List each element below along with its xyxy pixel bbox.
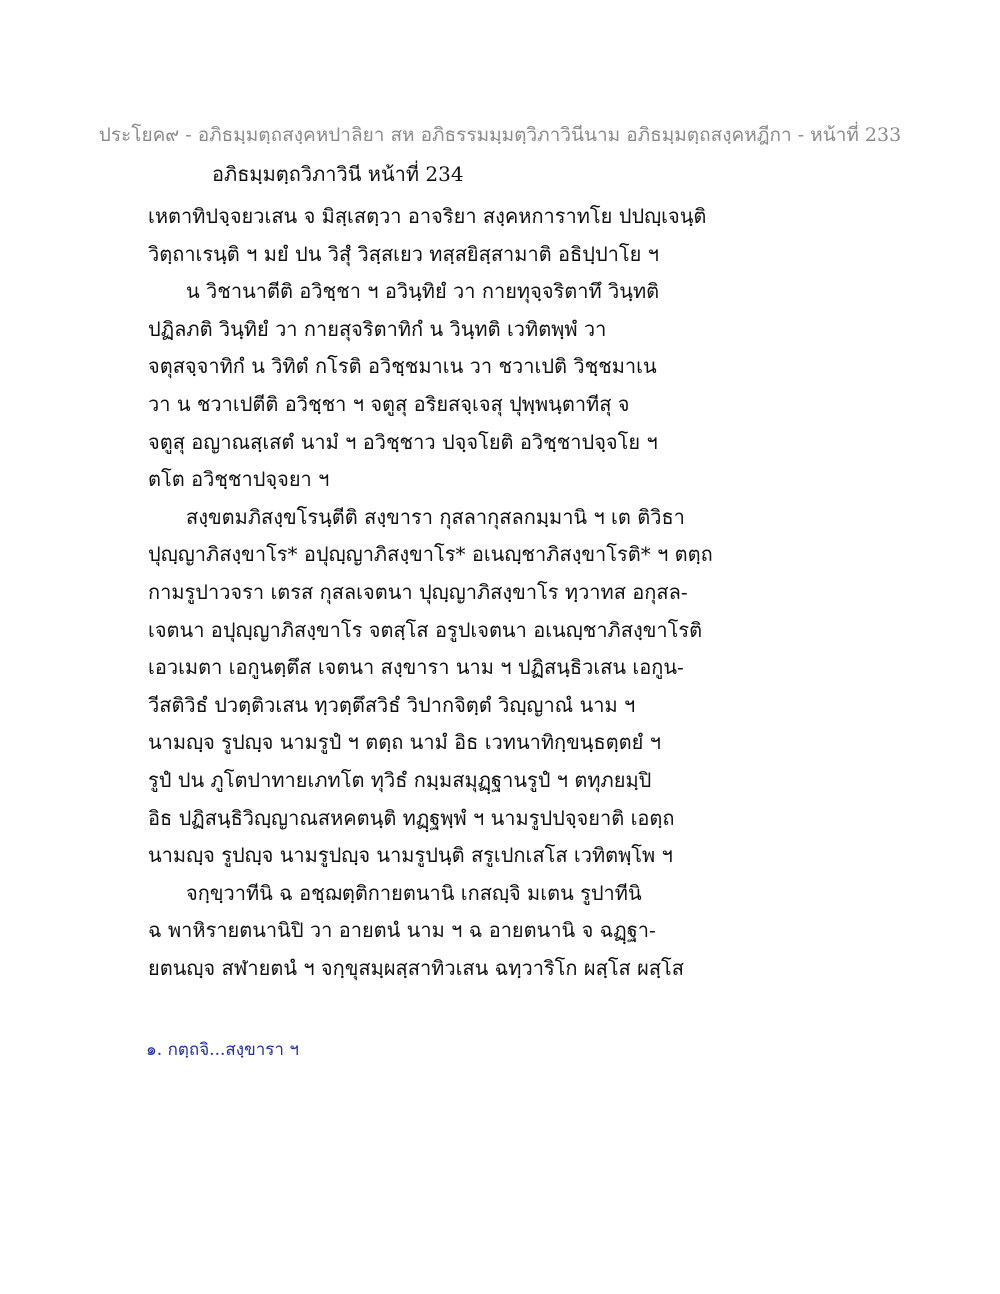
body-text	[148, 198, 713, 987]
text-line: จกฺขฺวาทีนิ ฉ อชฺฌตฺติกายตนานิ เกสญฺจิ มเตน รูปาทีนิ	[186, 880, 642, 905]
page-heading: อภิธมฺมตฺถวิภาวินี หน้าที่ 234	[212, 162, 464, 186]
text-line: ตโต อวิชฺชาปจฺจยา ฯ	[148, 467, 330, 492]
text-line: เหตาทิปจฺจยวเสน จ มิสฺเสตฺวา อาจริยา สงฺคหการาทโย ปปญฺเจนฺติ	[148, 204, 707, 228]
text-line: รูปํ ปน ภูโตปาทายเภทโต ทุวิธํ กมฺมสมุฏฺฐานรูปํ ฯ ตทุภยมฺปิ	[148, 767, 652, 792]
text-line: ฉ พาหิรายตนานิปิ วา อายตนํ นาม ฯ ฉ อายตนานิ จ ฉฏฺฐา-	[148, 918, 656, 943]
text-line: จตุสจฺจาทิกํ น วิทิตํ กโรติ อวิชฺชมาเน วา ชวาเปติ วิชฺชมาเน	[148, 354, 657, 379]
text-line: น วิชานาตีติ อวิชฺชา ฯ อวินฺทิยํ วา กายทุจฺจริตาทึ วินฺทติ	[186, 279, 660, 304]
text-line: วา น ชวาเปตีติ อวิชฺชา ฯ จตูสุ อริยสจฺเจสุ ปุพฺพนฺตาทีสุ จ	[148, 391, 630, 416]
text-line: นามญฺจ รูปญฺจ นามรูปํ ฯ ตตฺถ นามํ อิธ เวทนาทิกฺขนฺธตฺตยํ ฯ	[148, 730, 661, 755]
text-line: วิตฺถาเรนฺติ ฯ มยํ ปน วิสุํ วิสฺสเยว ทสฺสยิสฺสามาติ อธิปฺปาโย ฯ	[148, 241, 659, 266]
text-line: สงฺขตมภิสงฺขโรนฺตีติ สงฺขารา กุสลากุสลกมฺมานิ ฯ เต ติวิธา	[186, 504, 685, 529]
text-line: อิธ ปฏิสนฺธิวิญฺญาณสหคตนฺติ ทฏฺฐพฺพํ ฯ นามรูปปจฺจยาติ เอตฺถ	[148, 805, 675, 830]
text-line: ยตนญฺจ สฬายตนํ ฯ จกฺขุสมฺผสฺสาทิวเสน ฉทฺวาริโก ผสฺโส ผสฺโส	[148, 955, 684, 980]
text-line: กามรูปาวจรา เตรส กุสลเจตนา ปุญฺญาภิสงฺขาโร ทฺวาทส อกุสล-	[148, 579, 688, 604]
text-line: ปฏิลภติ วินฺทิยํ วา กายสุจริตาทิกํ น วินฺทติ เวทิตพฺพํ วา	[148, 316, 607, 341]
text-line: นามญฺจ รูปญฺจ นามรูปญฺจ นามรูปนฺติ สรูเปกเสโส เวทิตพฺโพ ฯ	[148, 843, 673, 868]
running-header: ประโยค๙ - อภิธมฺมตฺถสงฺคหปาลิยา สห อภิธรรมมฺมตฺวิภาวินีนาม อภิธมฺมตฺถสงฺคหฎีกา - หน้าที่ 233	[98, 124, 902, 146]
text-line: เจตนา อปุญฺญาภิสงฺขาโร จตสฺโส อรูปเจตนา อเนญฺชาภิสงฺขาโรติ	[148, 617, 703, 642]
text-line: ปุญฺญาภิสงฺขาโร* อปุญฺญาภิสงฺขาโร* อเนญฺชาภิสงฺขาโรติ* ฯ ตตฺถ	[148, 542, 713, 567]
text-line: จตูสุ อญาณสฺเสตํ นามํ ฯ อวิชฺชาว ปจฺจโยติ อวิชฺชาปจฺจโย ฯ	[148, 429, 658, 454]
text-line: วีสติวิธํ ปวตฺติวเสน ทฺวตฺตึสวิธํ วิปากจิตฺตํ วิญฺญาณํ นาม ฯ	[148, 692, 636, 717]
text-line: เอวเมตา เอกูนตฺตึส เจตนา สงฺขารา นาม ฯ ปฏิสนฺธิวเสน เอกูน-	[148, 655, 684, 680]
footnote: ๑. กตฺถจิ...สงฺขารา ฯ	[146, 1040, 299, 1060]
